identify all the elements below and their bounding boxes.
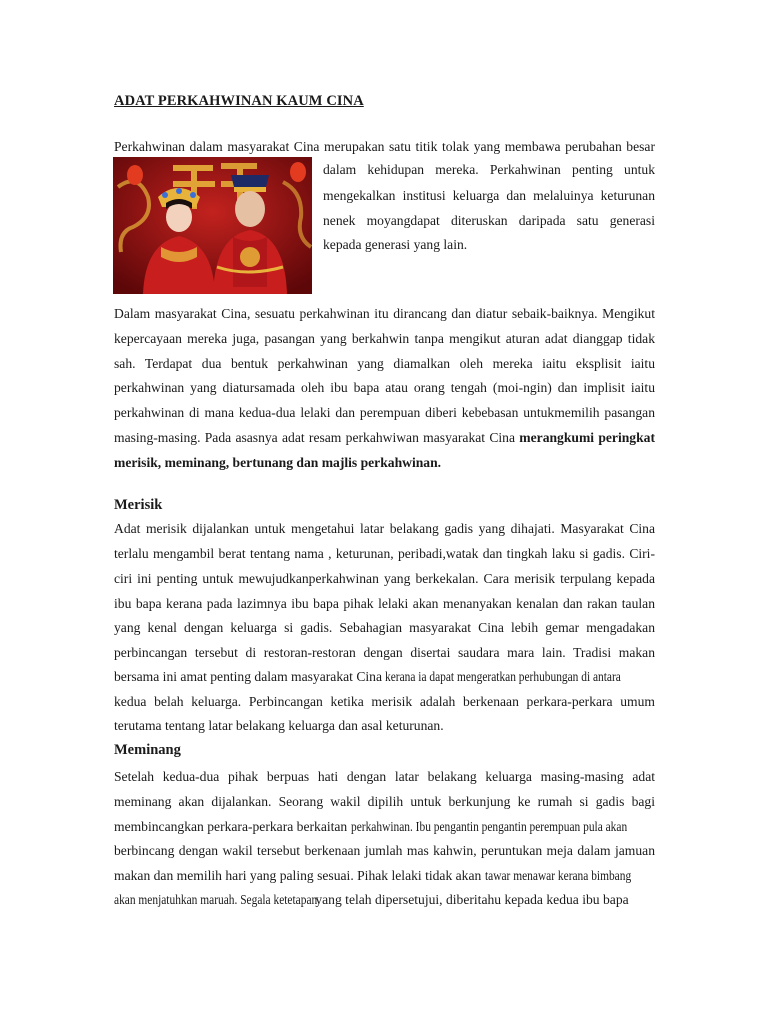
paragraph-text: bersama ini amat penting dalam masyarakat Cina [114,669,386,684]
intro-wrapped-line: kepada generasi yang lain. [323,237,468,252]
paragraph-bold-text: merangkumi peringkat [519,430,655,445]
paragraph-condensed-text: perkahwinan. Ibu pengantin pengantin perempuan pula akan [350,819,627,834]
paragraph-condensed-text [114,891,318,909]
paragraph-line [114,454,441,472]
paragraph-text: makan dan memilih hari yang paling sesuai. Pihak lelaki tidak akan [114,868,485,883]
section-heading-meminang: Meminang [114,742,181,758]
document-title: ADAT PERKAHWINAN KAUM CINA [114,93,364,109]
paragraph-line [114,891,655,909]
paragraph-line: sah. Terdapat dua bentuk perkahwinan yang diamalkan oleh mereka iaitu eksplisit iaitu [114,356,655,371]
paragraph-text: masing-masing. Pada asasnya adat resam perkahwiwan masyarakat Cina [114,430,520,445]
section-heading-merisik: Merisik [114,497,163,513]
paragraph-line: ibu bapa kerana pada lazimnya ibu bapa pihak lelaki akan menanyakan kenalan dan rakan taulan [114,596,655,611]
paragraph-line: perkahwinan yang diatursamada oleh ibu bapa atau orang tengah (moi-ngin) dan implisit iaitu [114,380,655,395]
paragraph-line [114,867,655,885]
paragraph-condensed-text: tawar menawar kerana bimbang [484,868,631,883]
condensed-fragment: akan menjatuhkan maruah. Segala ketetapan [114,892,318,907]
paragraph-line: berbincang dengan wakil tersebut berkenaan jumlah mas kahwin, peruntukan meja dalam jamuan [114,843,655,858]
intro-wrapped-line: mengekalkan institusi keluarga dan melaluinya keturunan [323,188,655,203]
paragraph-line: meminang akan dijalankan. Seorang wakil dipilih untuk berkunjung ke rumah si gadis bagi [114,794,655,809]
intro-wrapped-line: dalam kehidupan mereka. Perkahwinan penting untuk [323,162,655,177]
paragraph-line: ciri ini penting untuk mewujudkanperkahwinan yang berkekalan. Cara merisik terpulang kepada [114,571,655,586]
paragraph-line: kedua belah keluarga. Perbincangan ketika merisik adalah berkenaan perkara-perkara umum [114,694,655,709]
paragraph-line: perbincangan tersebut di restoran-restoran dengan disertai saudara mara lain. Tradisi makan [114,645,655,660]
paragraph-line: Dalam masyarakat Cina, sesuatu perkahwinan itu dirancang dan diatur sebaik-baiknya. Mengikut [114,306,655,321]
paragraph-line [114,818,655,836]
paragraph-condensed-text: kerana ia dapat mengeratkan perhubungan di antara [385,669,622,684]
paragraph-line: terlalu mengambil berat tentang nama , keturunan, peribadi,watak dan tingkah laku si gadis. Ciri- [114,546,655,561]
paragraph-line: Adat merisik dijalankan untuk mengetahui latar belakang gadis yang dihajati. Masyarakat Cina [114,521,655,536]
paragraph-line: kepercayaan mereka juga, pasangan yang berkahwin tanpa mengikut aturan adat dianggap tidak [114,331,655,346]
paragraph-text: membincangkan perkara-perkara berkaitan [114,819,351,834]
paragraph-line: perkahwinan di mana kedua-dua lelaki dan perempuan diberi kebebasan untukmemilih pasangan [114,405,655,420]
paragraph-bold-text: merisik, meminang, bertunang dan majlis perkahwinan. [114,455,442,470]
intro-first-line: Perkahwinan dalam masyarakat Cina merupakan satu titik tolak yang membawa perubahan besar [114,139,655,154]
paragraph-text: yang telah dipersetujui, diberitahu kepada kedua ibu bapa [311,892,629,907]
paragraph-line [114,429,655,447]
intro-wrapped-line: nenek moyangdapat diteruskan daripada satu generasi [323,213,655,228]
paragraph-line: terutama tentang latar belakang keluarga dan asal keturunan. [114,718,444,733]
wedding-couple-photo [113,157,312,294]
paragraph-line: Setelah kedua-dua pihak berpuas hati dengan latar belakang keluarga masing-masing adat [114,769,655,784]
paragraph-line [114,668,655,686]
paragraph-line: yang kenal dengan keluarga si gadis. Sebahagian masyarakat Cina lebih gemar mengadakan [114,620,655,635]
